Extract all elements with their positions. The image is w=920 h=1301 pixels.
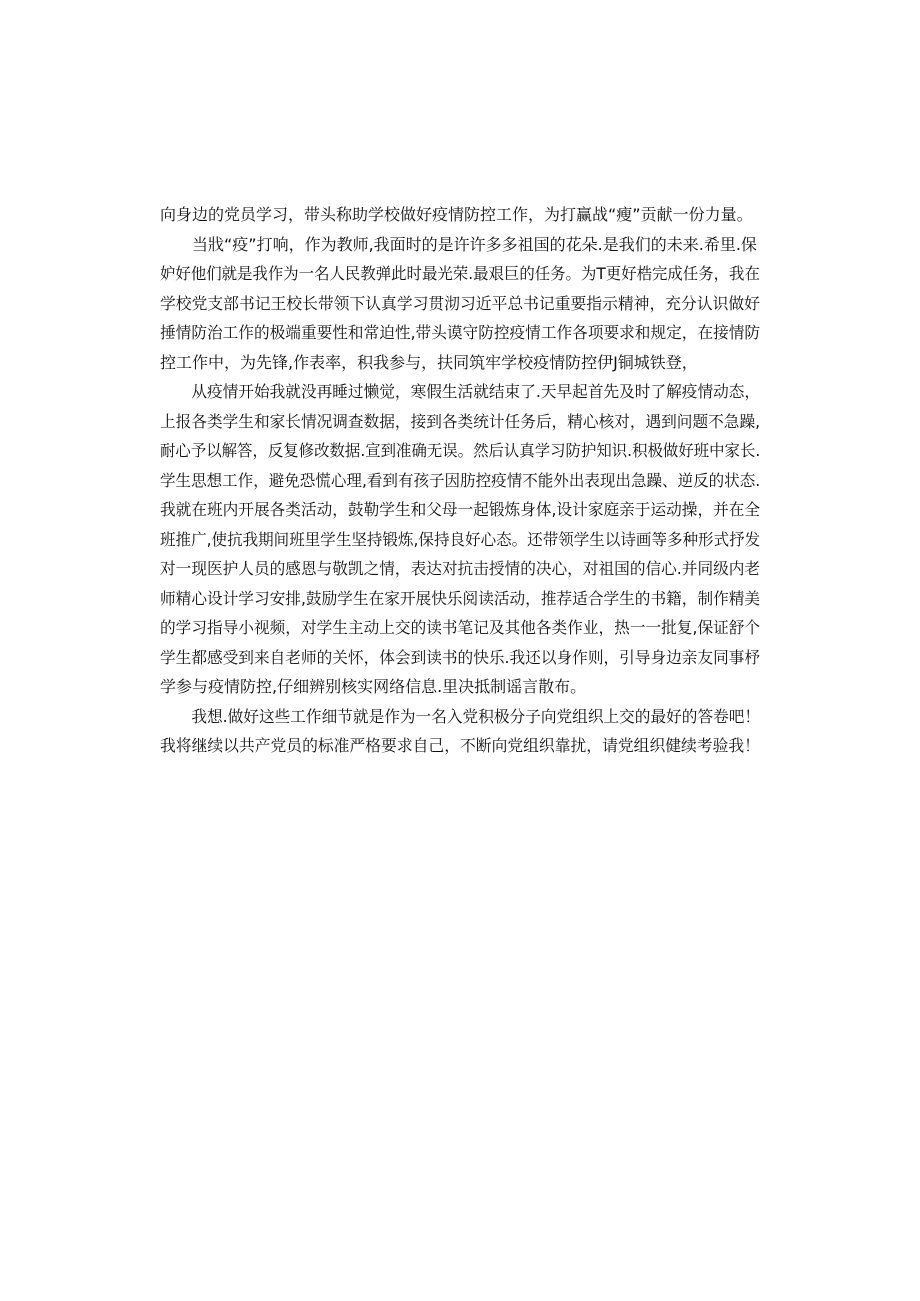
text-line: 学生思想工作，避免恐慌心理,看到有孩子因肪控疫情不能外出表现出急躁、逆反的状态.	[160, 470, 761, 490]
text-line: 我想.做好这些工作细节就是作为一名入党积极分子向党组织上交的最好的答卷吧！	[191, 706, 761, 726]
text-line: 耐心予以解答，反复修改数据.宣到准确无误。然后认真学习防护知识.积极做好班中家长.	[160, 441, 761, 460]
text-line: 妒好他们就是我作为一名人民教弹此时最光荣.最艰巨的任务。为T更好梏完成任务，我在	[160, 264, 760, 283]
text-line: 师精心设计学习安排,鼓励学生在家开展快乐阅读活动，推荐适合学生的书籍，制作精美	[160, 588, 761, 608]
text-line: 从疫情开始我就没再睡过懒觉，寒假生活就结束了.天早起首先及时了解疫情动态，	[191, 382, 761, 401]
text-line: 学参与疫情防控,仔细辨别核实网络信息.里决抵制谣言散布。	[160, 677, 587, 696]
paragraph	[160, 230, 760, 378]
text-line: 控工作中，为先锋,作表率，积我参与，扶同筑牢学校疫情防控伊J铜城铁登，	[160, 352, 698, 372]
text-line: 向身边的党员学习，带头称助学校做好疫情防控工作，为打赢战“瘦”贡献一份力量。	[160, 205, 753, 224]
text-line: 我就在班内开展各类活动，鼓勒学生和父母一起锻炼身体,设计家庭亲于运动操，并在全	[160, 500, 761, 519]
text-line: 上报各类学生和家长情况调查数据，接到各类统计任务后，精心核对，遇到问题不急躁,	[160, 411, 761, 431]
text-line: 捶情防治工作的极端重要性和常迫性,带头谟守防控疫情工作各项要求和规定，在接情防	[160, 323, 761, 342]
text-line: 学生都感受到来自老师的关怀，体会到读书的快乐.我还以身作则，引导身边亲友同事杼	[160, 647, 761, 667]
text-line: 学校党支部书记王校长带领下认真学习贯沏习近平总书记重要指示精神，充分认识做好	[160, 293, 760, 313]
paragraph	[160, 200, 760, 230]
document-body	[160, 200, 760, 761]
text-line: 班推广,使抗我期间班里学生坚持锻炼,保持良好心态。还带领学生以诗画等多种形式抒发	[160, 529, 761, 549]
text-line: 对一现医护人员的感恩与敬凯之情，表达对抗击授情的决心，对祖国的信心.并同级内老	[160, 559, 761, 578]
text-line: 当戕“疫”打响，作为教师,我面时的是许许多多祖国的花朵.是我们的未来.希里.保	[192, 234, 757, 254]
paragraph	[160, 377, 760, 702]
text-line: 的学习指导小视频，对学生主动上交的读书笔记及其他各类作业，热一一批复,保证舒个	[160, 618, 761, 637]
paragraph	[160, 702, 760, 761]
text-line: 我将继续以共产党员的标准严格要求自己，不断向党组织靠扰，请党组织健续考验我！	[160, 736, 760, 755]
